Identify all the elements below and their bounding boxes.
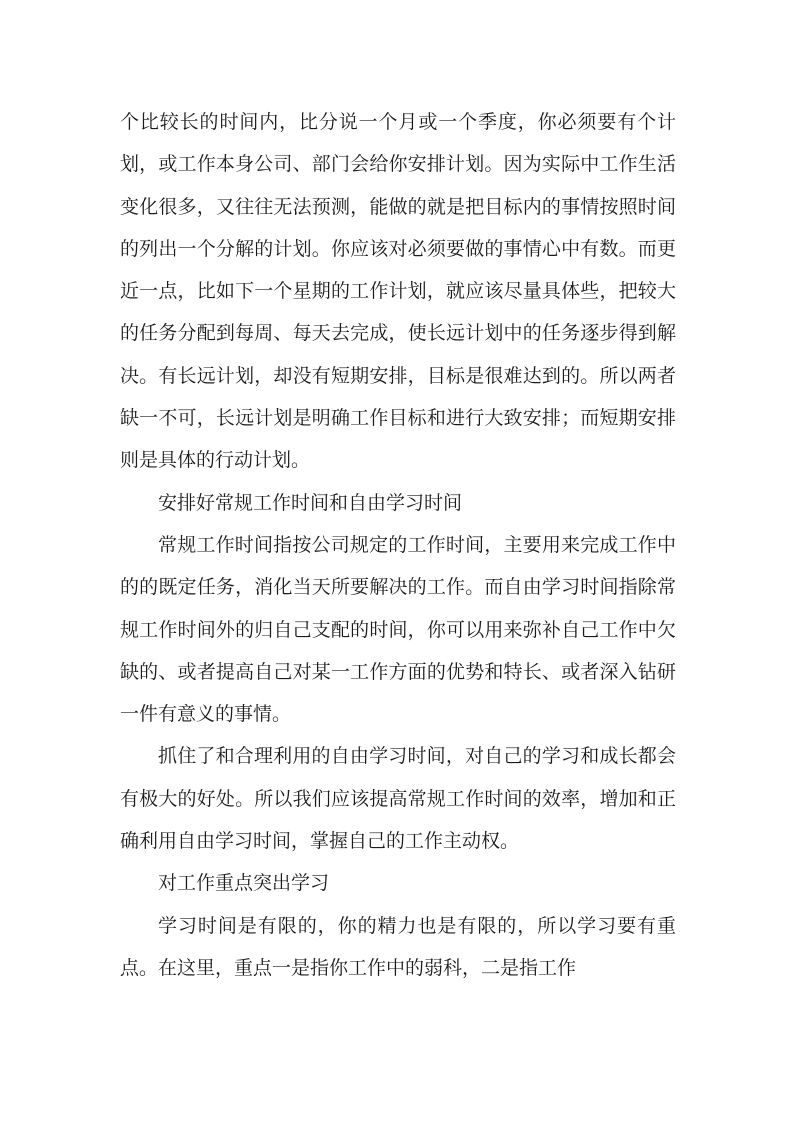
paragraph-study-focus: 学习时间是有限的，你的精力也是有限的，所以学习要有重点。在这里，重点一是指你工作中的弱科，二是指工作: [120, 914, 676, 979]
paragraph-regular-work-time: 常规工作时间指按公司规定的工作时间，主要用来完成工作中的的既定任务，消化当天所要解决的工作。而自由学习时间指除常规工作时间外的归自己支配的时间，你可以用来弥补自己工作中欠缺的、或者提高自己对某一工作方面的优势和特长、或者深入钻研一件有意义的事情。: [120, 533, 676, 726]
paragraph-long-term-plan: 个比较长的时间内，比分说一个月或一个季度，你必须要有个计划，或工作本身公司、部门会给你安排计划。因为实际中工作生活变化很多，又往往无法预测，能做的就是把目标内的事情按照时间的列出一个分解的计划。你应该对必须要做的事情心中有数。而更近一点，比如下一个星期的工作计划，就应该尽量具体些，把较大的任务分配到每周、每天去完成，使长远计划中的任务逐步得到解决。有长远计划，却没有短期安排，目标是很难达到的。所以两者缺一不可，长远计划是明确工作目标和进行大致安排；而短期安排则是具体的行动计划。: [120, 111, 676, 472]
paragraph-free-study-time: 抓住了和合理利用的自由学习时间，对自己的学习和成长都会有极大的好处。所以我们应该提高常规工作时间的效率，增加和正确利用自由学习时间，掌握自己的工作主动权。: [120, 745, 676, 853]
document-page: [120, 101, 676, 989]
section-heading-work-and-study-time: 安排好常规工作时间和自由学习时间: [158, 491, 463, 514]
section-heading-focused-study: 对工作重点突出学习: [158, 872, 330, 895]
